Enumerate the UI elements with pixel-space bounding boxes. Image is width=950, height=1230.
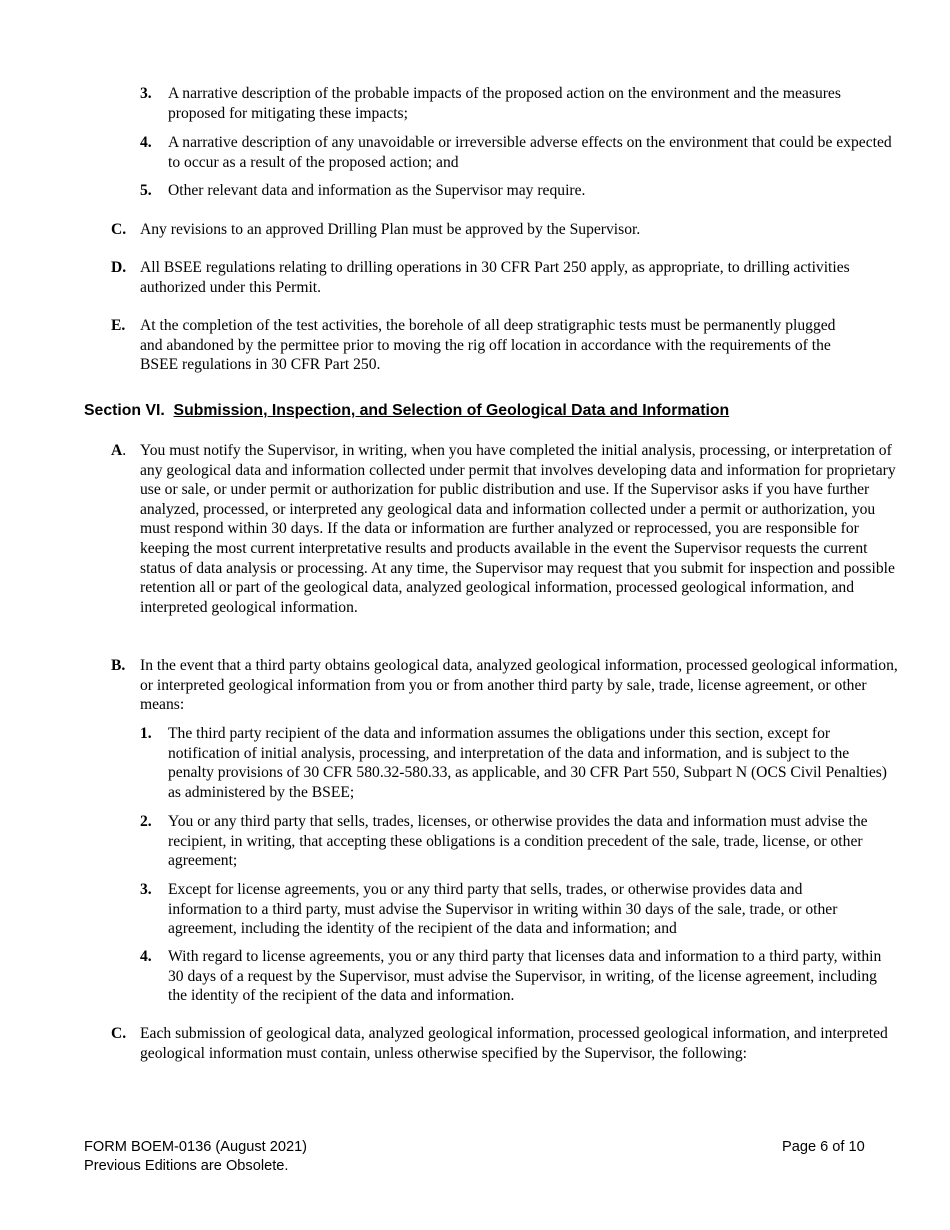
item-letter: A xyxy=(111,442,123,459)
item-text: Each submission of geological data, analyzed geological information, processed geological information, and interpreted geological information must contain, unless otherwise specified by the Supervisor, the following: xyxy=(140,1025,888,1062)
item-letter: C. xyxy=(111,221,127,238)
list-item-text: Other relevant data and information as the Supervisor may require. xyxy=(168,182,586,199)
list-item-text: Except for license agreements, you or any third party that sells, trades, or otherwise provides data and information to a third party, must advise the Supervisor in writing within 30 days of the sale, trade, or other agreement, including the identity of the recipient of the data and information; and xyxy=(168,881,838,938)
list-item-text: You or any third party that sells, trades, licenses, or otherwise provides the data and information must advise the recipient, in writing, that accepting these obligations is a condition precedent of the sale, trade, license, or other agreement; xyxy=(168,813,868,870)
footer-form-id: FORM BOEM-0136 (August 2021) xyxy=(84,1139,308,1155)
footer-obsolete-note: Previous Editions are Obsolete. xyxy=(84,1158,289,1174)
item-text: Any revisions to an approved Drilling Plan must be approved by the Supervisor. xyxy=(140,221,641,238)
list-item-number: 4. xyxy=(140,134,152,151)
item-letter: E. xyxy=(111,317,126,334)
list-item-text: With regard to license agreements, you or any third party that licenses data and information to a third party, within 30 days of a request by the Supervisor, must advise the Supervisor, in writing, of the license agreement, including the identity of the recipient of the data and information. xyxy=(168,948,882,1005)
list-item-number: 1. xyxy=(140,725,152,742)
item-letter: B. xyxy=(111,657,126,674)
list-item-text: The third party recipient of the data and information assumes the obligations under this section, except for notification of initial analysis, processing, and interpretation of the data and information, and is subject to the penalty provisions of 30 CFR 580.32-580.33, as applicable, and 30 CFR Part 550, Subpart N (OCS Civil Penalties) as administered by the BSEE; xyxy=(168,725,888,801)
list-item-number: 4. xyxy=(140,948,152,965)
item-text: At the completion of the test activities, the borehole of all deep stratigraphic tests must be permanently plugged and abandoned by the permittee prior to moving the rig off location in accordance with the requirements of the BSEE regulations in 30 CFR Part 250. xyxy=(140,317,836,374)
item-letter: C. xyxy=(111,1025,127,1042)
list-item-number: 3. xyxy=(140,881,152,898)
item-letter: D. xyxy=(111,259,127,276)
list-item-text: A narrative description of any unavoidable or irreversible adverse effects on the environment that could be expected to occur as a result of the proposed action; and xyxy=(168,134,892,171)
section-heading xyxy=(84,401,729,421)
list-item-number: 2. xyxy=(140,813,152,830)
list-item-number: 5. xyxy=(140,182,152,199)
section-number: Section VI. xyxy=(84,402,165,419)
item-text: In the event that a third party obtains geological data, analyzed geological information, processed geological information, or interpreted geological information from you or from another third party by sale, trade, license agreement, or other means: xyxy=(140,657,898,714)
list-item-number: 3. xyxy=(140,85,152,102)
list-item-text: A narrative description of the probable impacts of the proposed action on the environment and the measures proposed for mitigating these impacts; xyxy=(168,85,841,122)
item-text: You must notify the Supervisor, in writing, when you have completed the initial analysis, processing, or interpretation of any geological data and information collected under permit that involves developing data and information for proprietary use or sale, or under permit or authorization for public distribution and use. If the Supervisor asks if you have further analyzed, processed, or interpreted any geological data and information collected under a permit or authorization, you must respond within 30 days. If the data or information are further analyzed or reprocessed, you are responsible for keeping the most current interpretative results and products available in the event the Supervisor requests the current status of data analysis or processing. At any time, the Supervisor may request that you submit for inspection and possible retention all or part of the geological data, analyzed geological information, processed geological information, and interpreted geological information. xyxy=(140,442,896,616)
item-text: All BSEE regulations relating to drilling operations in 30 CFR Part 250 apply, as appropriate, to drilling activities authorized under this Permit. xyxy=(140,259,850,296)
section-title: Submission, Inspection, and Selection of Geological Data and Information xyxy=(173,402,730,419)
footer-page-number: Page 6 of 10 xyxy=(782,1139,865,1155)
